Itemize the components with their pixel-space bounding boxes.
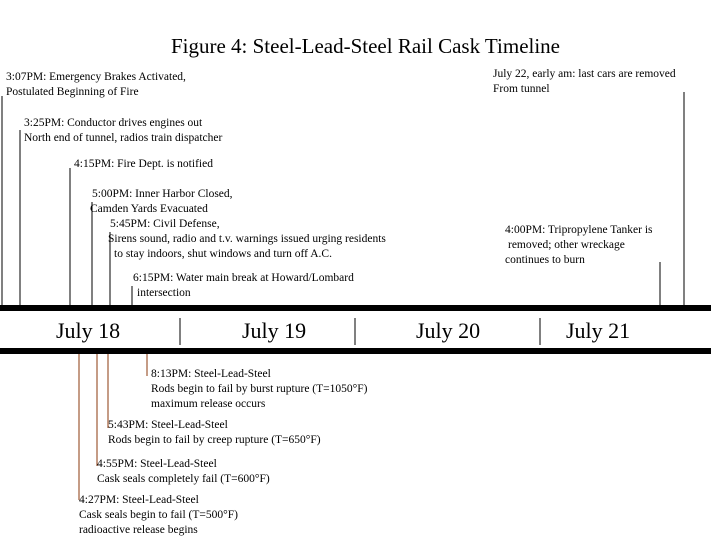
day-label: July 18 bbox=[56, 318, 121, 343]
event-line: 5:43PM: Steel-Lead-Steel bbox=[108, 419, 228, 431]
event-line: 6:15PM: Water main break at Howard/Lombard bbox=[133, 272, 354, 284]
day-label: July 20 bbox=[416, 318, 481, 343]
event-label bbox=[97, 457, 270, 487]
event-line: 8:13PM: Steel-Lead-Steel bbox=[151, 368, 271, 380]
event-label bbox=[90, 187, 233, 217]
event-line: Rods begin to fail by creep rupture (T=650°F) bbox=[108, 434, 321, 446]
event-line: Sirens sound, radio and t.v. warnings issued urging residents bbox=[108, 233, 386, 245]
event-line: 4:27PM: Steel-Lead-Steel bbox=[79, 494, 199, 506]
event-label bbox=[108, 418, 321, 448]
day-label: July 21 bbox=[566, 318, 631, 343]
event-line: 5:45PM: Civil Defense, bbox=[110, 218, 220, 230]
event-label bbox=[6, 70, 186, 100]
event-label bbox=[133, 271, 354, 301]
event-line: 3:25PM: Conductor drives engines out bbox=[24, 117, 203, 129]
event-line: Cask seals begin to fail (T=500°F) bbox=[79, 509, 238, 521]
event-line: 4:00PM: Tripropylene Tanker is bbox=[505, 224, 653, 236]
event-label bbox=[505, 223, 653, 268]
figure-title: Figure 4: Steel-Lead-Steel Rail Cask Timeline bbox=[170, 34, 561, 58]
event-label bbox=[493, 67, 676, 97]
event-line: North end of tunnel, radios train dispatcher bbox=[24, 132, 223, 144]
event-line: maximum release occurs bbox=[151, 398, 266, 410]
event-line: July 22, early am: last cars are removed bbox=[493, 68, 676, 80]
event-line: Camden Yards Evacuated bbox=[90, 203, 208, 215]
event-label bbox=[151, 367, 367, 412]
day-label: July 19 bbox=[242, 318, 307, 343]
event-line: Cask seals completely fail (T=600°F) bbox=[97, 473, 270, 485]
event-line: 5:00PM: Inner Harbor Closed, bbox=[92, 188, 233, 200]
event-line: From tunnel bbox=[493, 83, 550, 95]
event-line: Rods begin to fail by burst rupture (T=1050°F) bbox=[151, 383, 368, 395]
event-line: removed; other wreckage bbox=[508, 239, 625, 251]
event-line: to stay indoors, shut windows and turn off A.C. bbox=[114, 248, 332, 260]
event-line: continues to burn bbox=[505, 254, 585, 266]
event-line: radioactive release begins bbox=[79, 524, 198, 536]
event-line: intersection bbox=[137, 287, 191, 299]
event-label bbox=[79, 493, 238, 538]
event-line: 4:55PM: Steel-Lead-Steel bbox=[97, 458, 217, 470]
event-label bbox=[74, 157, 213, 172]
event-line: 4:15PM: Fire Dept. is notified bbox=[74, 158, 213, 170]
event-line: 3:07PM: Emergency Brakes Activated, bbox=[6, 71, 186, 83]
event-label bbox=[108, 217, 386, 262]
event-label bbox=[24, 116, 222, 146]
event-line: Postulated Beginning of Fire bbox=[6, 86, 139, 98]
